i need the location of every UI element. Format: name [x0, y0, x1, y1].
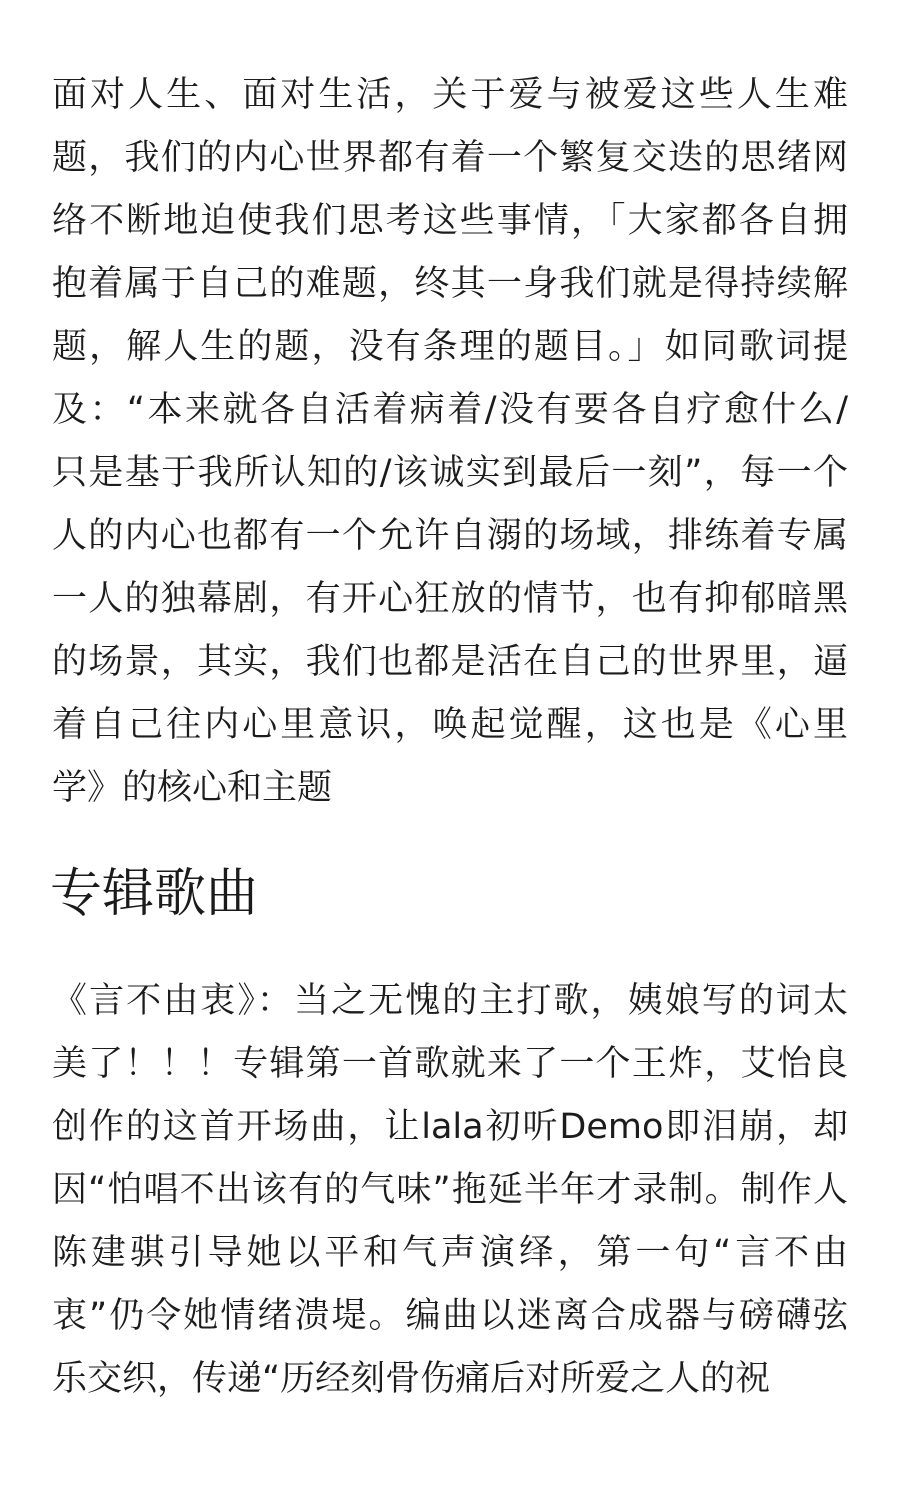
intro-paragraph-line: 的场景，其实，我们也都是活在自己的世界里，逼 — [52, 642, 848, 682]
intro-paragraph-line: 只是基于我所认知的/该诚实到最后一刻”，每一个 — [52, 453, 848, 493]
intro-paragraph-line: 面对人生、面对生活，关于爱与被爱这些人生难 — [52, 75, 848, 115]
intro-paragraph-line: 人的内心也都有一个允许自溺的场域，排练着专属 — [52, 516, 848, 556]
song-paragraph-line: 衷”仍令她情绪溃堤。编曲以迷离合成器与磅礴弦 — [52, 1296, 848, 1336]
song-paragraph-line: 创作的这首开场曲，让lala初听Demo即泪崩，却 — [52, 1107, 848, 1147]
song-paragraph-line: 《言不由衷》：当之无愧的主打歌，姨娘写的词太 — [52, 981, 848, 1021]
section-heading-album-songs: 专辑歌曲 — [50, 864, 259, 924]
intro-paragraph-line: 题，我们的内心世界都有着一个繁复交迭的思绪网 — [52, 138, 848, 178]
intro-paragraph-line: 着自己往内心里意识，唤起觉醒，这也是《心里 — [52, 705, 848, 745]
intro-paragraph-line: 一人的独幕剧，有开心狂放的情节，也有抑郁暗黑 — [52, 579, 848, 619]
song-paragraph-line: 美了！！！专辑第一首歌就来了一个王炸，艾怡良 — [52, 1044, 848, 1084]
intro-paragraph-line: 抱着属于自己的难题，终其一身我们就是得持续解 — [52, 264, 848, 304]
song-paragraph-line: 陈建骐引导她以平和气声演绎，第一句“言不由 — [52, 1233, 848, 1273]
song-paragraph-line: 因“怕唱不出该有的气味”拖延半年才录制。制作人 — [52, 1170, 848, 1210]
intro-paragraph-line: 题，解人生的题，没有条理的题目。」如同歌词提 — [52, 327, 848, 367]
intro-paragraph-line: 及：“本来就各自活着病着/没有要各自疗愈什么/ — [52, 390, 848, 430]
intro-paragraph-line: 学》的核心和主题 — [52, 768, 333, 808]
intro-paragraph-line: 络不断地迫使我们思考这些事情，「大家都各自拥 — [52, 201, 848, 241]
song-paragraph-line: 乐交织，传递“历经刻骨伤痛后对所爱之人的祝 — [52, 1359, 771, 1399]
